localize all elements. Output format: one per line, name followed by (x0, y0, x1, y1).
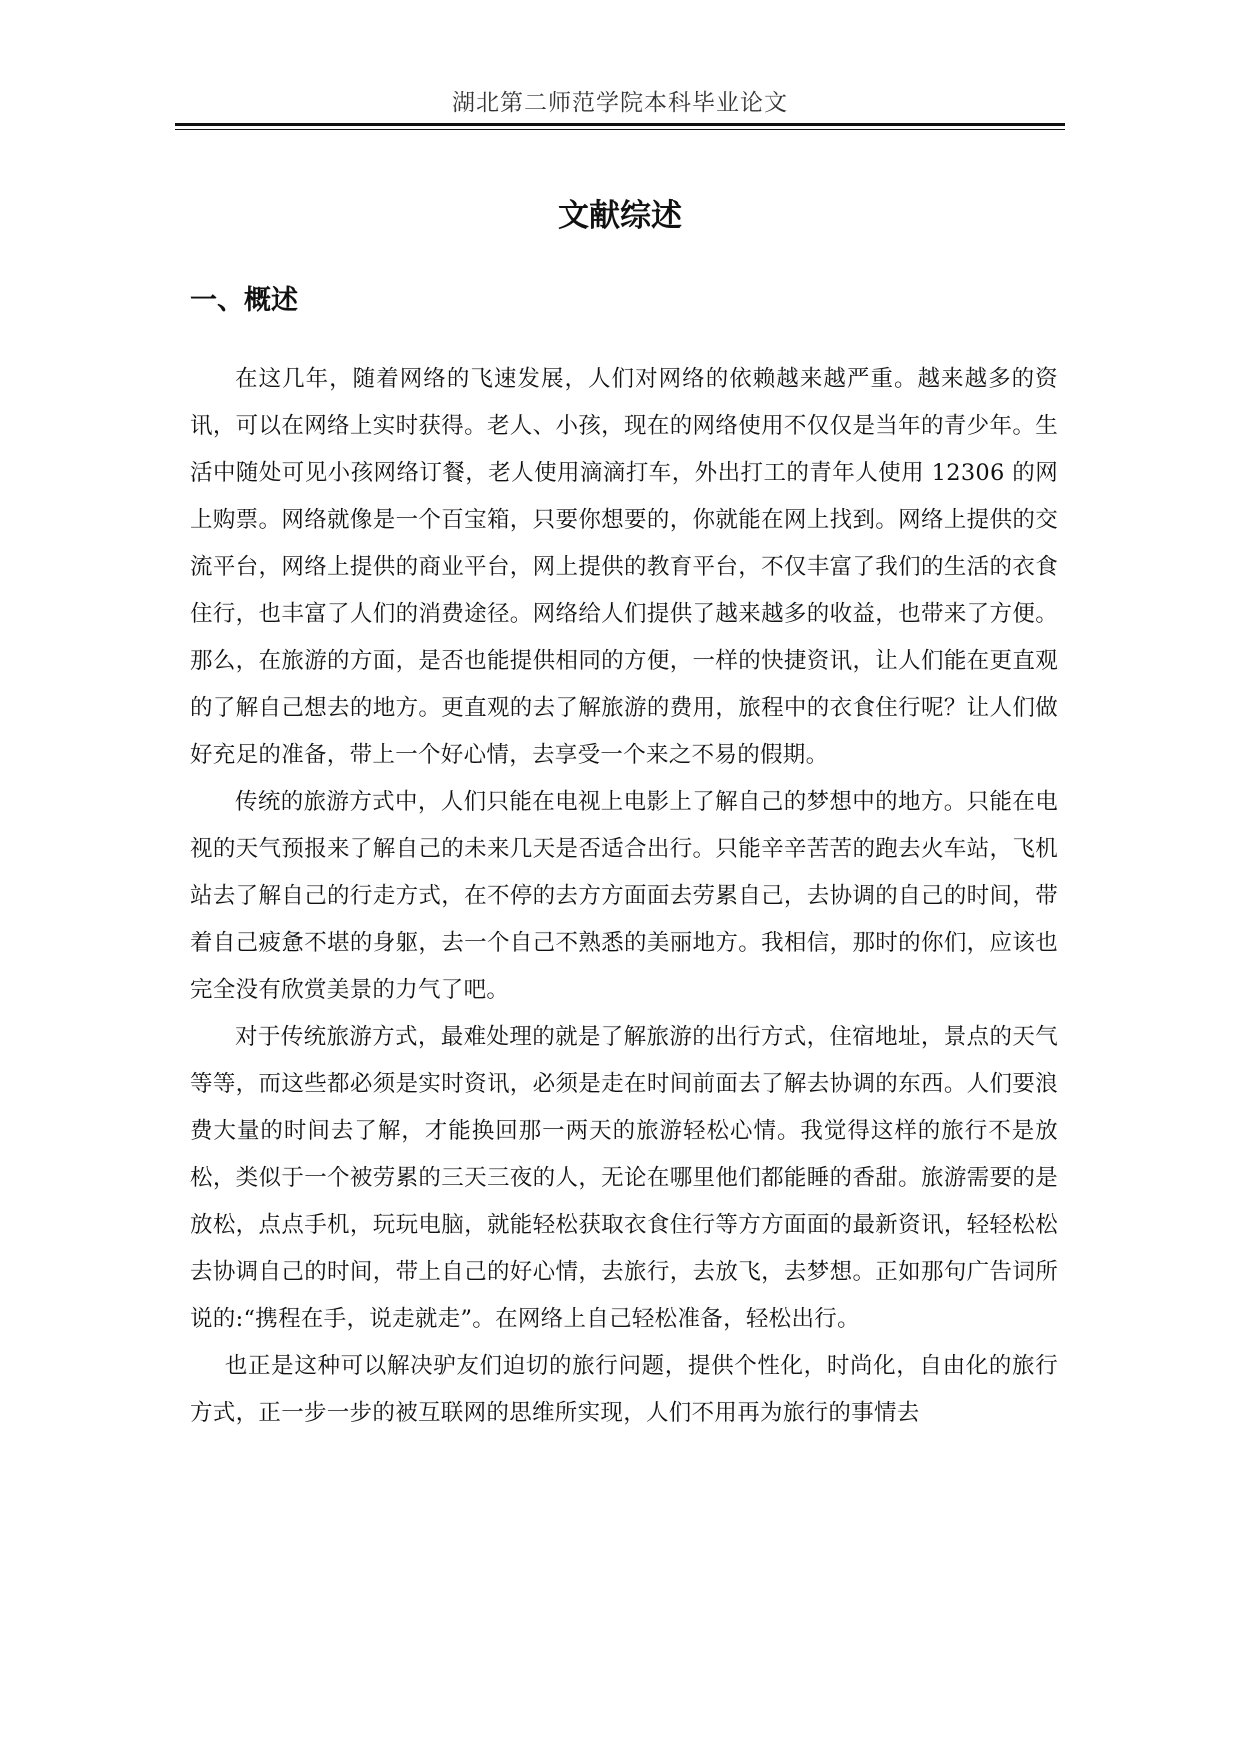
section-heading: 一、概述 (190, 285, 298, 316)
document-title: 文献综述 (558, 198, 682, 234)
paragraph-4: 也正是这种可以解决驴友们迫切的旅行问题，提供个性化，时尚化，自由化的旅行方式，正一步一步的被互联网的思维所实现，人们不用再为旅行的事情去 (190, 1353, 1058, 1426)
header-rule-thick (175, 123, 1065, 126)
header-rule-thin (175, 129, 1065, 130)
paragraph-2: 传统的旅游方式中，人们只能在电视上电影上了解自己的梦想中的地方。只能在电视的天气预报来了解自己的未来几天是否适合出行。只能辛辛苦苦的跑去火车站，飞机站去了解自己的行走方式，在不停的去方方面面去劳累自己，去协调的自己的时间，带着自己疲惫不堪的身躯，去一个自己不熟悉的美丽地方。我相信，那时的你们，应该也完全没有欣赏美景的力气了吧。 (190, 789, 1058, 1003)
body-text (190, 356, 1058, 1437)
paragraph-1: 在这几年，随着网络的飞速发展，人们对网络的依赖越来越严重。越来越多的资讯，可以在网络上实时获得。老人、小孩，现在的网络使用不仅仅是当年的青少年。生活中随处可见小孩网络订餐，老人使用滴滴打车，外出打工的青年人使用 12306 的网上购票。网络就像是一个百宝箱，只要你想要的，你就能在网上找到。网络上提供的交流平台，网络上提供的商业平台，网上提供的教育平台，不仅丰富了我们的生活的衣食住行，也丰富了人们的消费途径。网络给人们提供了越来越多的收益，也带来了方便。那么，在旅游的方面，是否也能提供相同的方便，一样的快捷资讯，让人们能在更直观的了解自己想去的地方。更直观的去了解旅游的费用，旅程中的衣食住行呢？让人们做好充足的准备，带上一个好心情，去享受一个来之不易的假期。 (190, 366, 1058, 768)
running-header: 湖北第二师范学院本科毕业论文 (452, 90, 788, 116)
paragraph-3: 对于传统旅游方式，最难处理的就是了解旅游的出行方式，住宿地址，景点的天气等等，而这些都必须是实时资讯，必须是走在时间前面去了解去协调的东西。人们要浪费大量的时间去了解，才能换回那一两天的旅游轻松心情。我觉得这样的旅行不是放松，类似于一个被劳累的三天三夜的人，无论在哪里他们都能睡的香甜。旅游需要的是放松，点点手机，玩玩电脑，就能轻松获取衣食住行等方方面面的最新资讯，轻轻松松去协调自己的时间，带上自己的好心情，去旅行，去放飞，去梦想。正如那句广告词所说的:“携程在手，说走就走”。在网络上自己轻松准备，轻松出行。 (190, 1024, 1058, 1332)
